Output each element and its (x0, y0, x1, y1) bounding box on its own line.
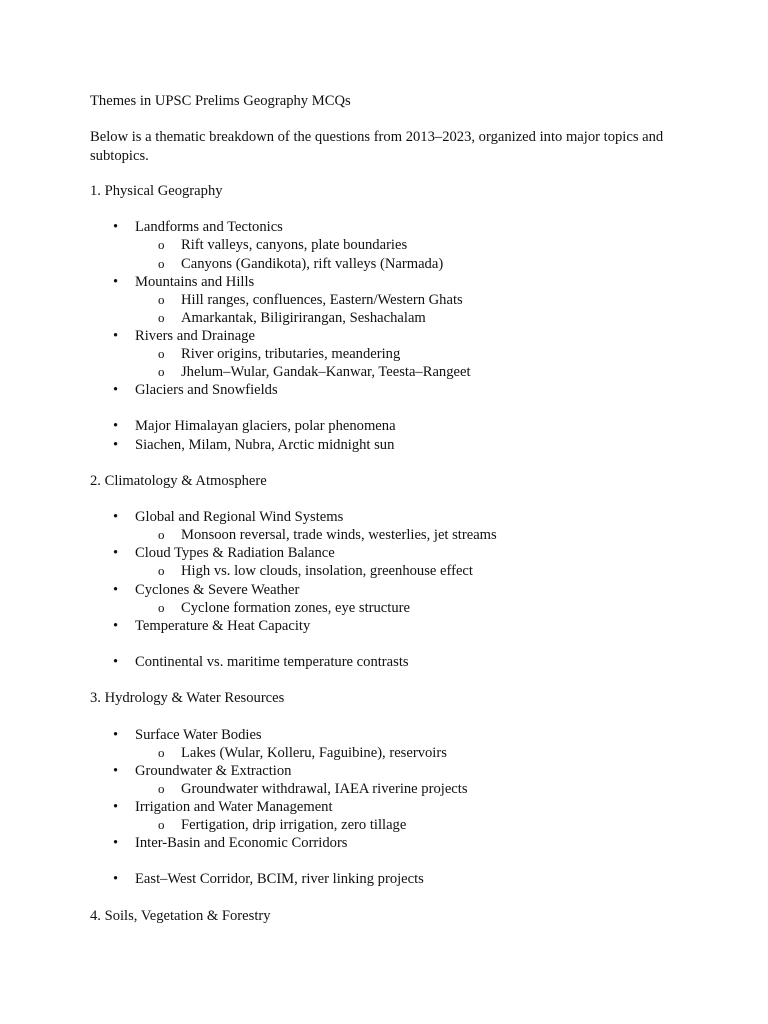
bullet-item (113, 762, 291, 780)
bullet-text: Groundwater & Extraction (135, 762, 292, 779)
sub-bullet-marker: o (158, 255, 165, 271)
bullet-marker: • (113, 273, 119, 290)
bullet-marker: • (113, 219, 119, 236)
bullet-item (113, 327, 255, 345)
sub-bullet-marker: o (158, 364, 165, 380)
bullet-item (113, 798, 333, 816)
sub-bullet-item (158, 816, 406, 834)
sub-bullet-marker: o (158, 780, 165, 796)
bullet-marker: • (113, 617, 119, 634)
bullet-item (113, 436, 394, 454)
sub-bullet-text: Fertigation, drip irrigation, zero tillage (181, 817, 407, 833)
bullet-item (113, 218, 283, 236)
bullet-text: Continental vs. maritime temperature contrasts (135, 653, 409, 670)
sub-bullet-marker: o (158, 291, 165, 307)
sub-bullet-marker: o (158, 527, 165, 543)
sub-bullet-text: Groundwater withdrawal, IAEA riverine projects (181, 780, 468, 797)
sub-bullet-item (158, 255, 443, 273)
sub-bullet-item (158, 599, 410, 617)
bullet-text: Global and Regional Wind Systems (135, 509, 344, 526)
bullet-marker: • (113, 762, 119, 779)
sub-bullet-marker: o (158, 237, 165, 253)
sub-bullet-text: Hill ranges, confluences, Eastern/Western Ghats (181, 291, 463, 308)
bullet-marker: • (113, 418, 119, 435)
sub-bullet-text: High vs. low clouds, insolation, greenhouse effect (181, 563, 473, 580)
bullet-item (113, 726, 262, 744)
bullet-text: Glaciers and Snowfields (135, 382, 278, 399)
sub-bullet-marker: o (158, 309, 165, 325)
intro-paragraph: Below is a thematic breakdown of the questions from 2013–2023, organized into major topics and subtopics. (90, 129, 664, 164)
bullet-item (113, 653, 409, 671)
sub-bullet-item (158, 562, 473, 580)
bullet-text: Landforms and Tectonics (135, 219, 283, 236)
sub-bullet-marker: o (158, 744, 165, 760)
bullet-item (113, 417, 396, 435)
bullet-item (113, 581, 299, 599)
sub-bullet-item (158, 236, 407, 254)
document-title: Themes in UPSC Prelims Geography MCQs (90, 93, 351, 109)
bullet-marker: • (113, 545, 119, 562)
bullet-text: Irrigation and Water Management (135, 798, 333, 815)
bullet-marker: • (113, 581, 119, 598)
bullet-marker: • (113, 327, 119, 344)
bullet-item (113, 544, 335, 562)
bullet-text: Siachen, Milam, Nubra, Arctic midnight sun (135, 436, 395, 453)
bullet-marker: • (113, 436, 119, 453)
bullet-text: Surface Water Bodies (135, 726, 262, 743)
sub-bullet-text: Lakes (Wular, Kolleru, Faguibine), reservoirs (181, 744, 447, 761)
bullet-item (113, 381, 278, 399)
section-heading: 3. Hydrology & Water Resources (90, 690, 285, 707)
bullet-text: Rivers and Drainage (135, 327, 255, 344)
bullet-text: Major Himalayan glaciers, polar phenomena (135, 418, 396, 435)
bullet-marker: • (113, 798, 119, 815)
bullet-item (113, 834, 347, 852)
sub-bullet-item (158, 363, 471, 381)
bullet-item (113, 508, 343, 526)
bullet-marker: • (113, 871, 119, 888)
sub-bullet-item (158, 309, 426, 327)
sub-bullet-item (158, 291, 463, 309)
bullet-text: Inter-Basin and Economic Corridors (135, 835, 348, 852)
sub-bullet-text: Cyclone formation zones, eye structure (181, 599, 410, 616)
sub-bullet-marker: o (158, 563, 165, 579)
sub-bullet-text: Jhelum–Wular, Gandak–Kanwar, Teesta–Rangeet (181, 364, 471, 381)
bullet-marker: • (113, 653, 119, 670)
bullet-marker: • (113, 509, 119, 526)
sub-bullet-text: Monsoon reversal, trade winds, westerlies, jet streams (181, 527, 497, 544)
bullet-marker: • (113, 382, 119, 399)
sub-bullet-text: Canyons (Gandikota), rift valleys (Narmada) (181, 255, 444, 272)
bullet-item (113, 273, 254, 291)
sub-bullet-item (158, 526, 497, 544)
bullet-marker: • (113, 726, 119, 743)
bullet-item (113, 617, 310, 635)
bullet-text: Mountains and Hills (135, 273, 255, 290)
bullet-text: Temperature & Heat Capacity (135, 617, 311, 634)
bullet-text: East–West Corridor, BCIM, river linking projects (135, 871, 424, 888)
section-heading: 1. Physical Geography (90, 183, 223, 199)
sub-bullet-marker: o (158, 599, 165, 615)
sub-bullet-item (158, 345, 400, 363)
sub-bullet-text: River origins, tributaries, meandering (181, 346, 401, 362)
sub-bullet-text: Rift valleys, canyons, plate boundaries (181, 237, 408, 254)
sub-bullet-item (158, 744, 447, 762)
bullet-text: Cyclones & Severe Weather (135, 581, 300, 598)
bullet-item (113, 870, 424, 888)
bullet-text: Cloud Types & Radiation Balance (135, 545, 335, 562)
bullet-marker: • (113, 835, 119, 852)
section-heading: 2. Climatology & Atmosphere (90, 472, 267, 489)
sub-bullet-item (158, 780, 468, 798)
sub-bullet-marker: o (158, 817, 165, 832)
section-heading: 4. Soils, Vegetation & Forestry (90, 907, 271, 924)
sub-bullet-marker: o (158, 346, 165, 361)
sub-bullet-text: Amarkantak, Biligirirangan, Seshachalam (181, 309, 426, 326)
